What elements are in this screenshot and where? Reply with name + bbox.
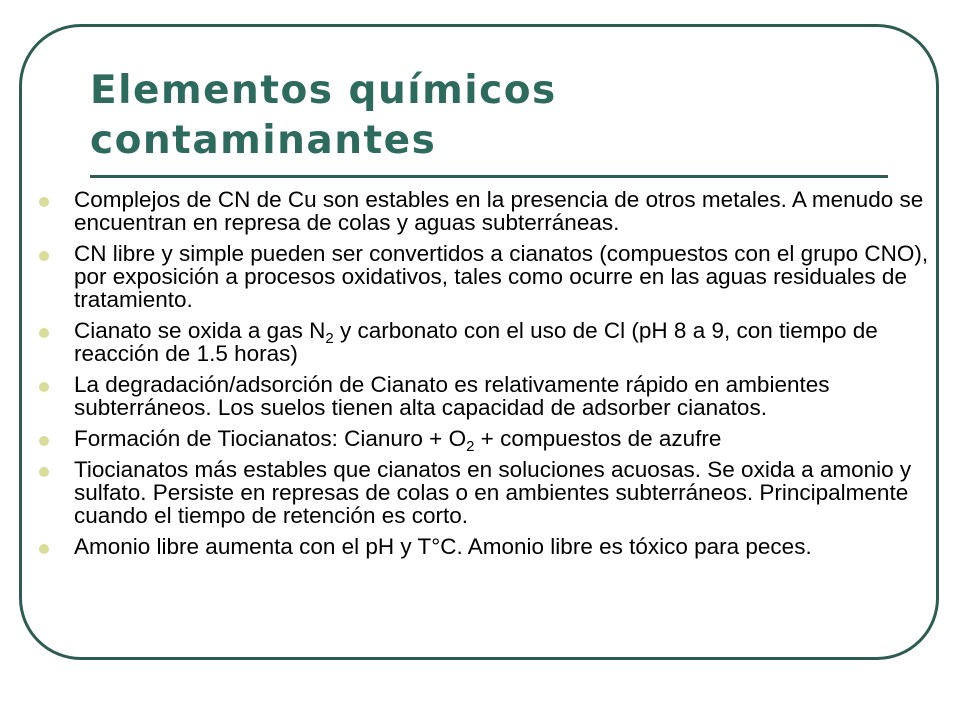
bullet-item	[34, 426, 934, 455]
bullet-text-before: Formación de Tiocianatos: Cianuro + O	[74, 426, 467, 451]
bullet-text: Amonio libre aumenta con el pH y T°C. Amonio libre es tóxico para peces.	[74, 534, 812, 559]
bullet-item	[34, 535, 934, 558]
bullet-text: La degradación/adsorción de Cianato es relativamente rápido en ambientes subterráneos. Los suelos tienen alta capacidad de adsorber cianatos.	[74, 372, 830, 420]
bullet-dot-icon	[39, 544, 49, 554]
bullet-dot-icon	[39, 467, 49, 477]
bullet-text-after: + compuestos de azufre	[474, 426, 722, 451]
bullet-item	[34, 458, 934, 527]
bullet-dot-icon	[39, 197, 49, 207]
subscript: 2	[466, 438, 475, 455]
slide-title	[90, 66, 850, 166]
bullet-list	[34, 188, 934, 566]
bullet-item	[34, 242, 934, 311]
bullet-dot-icon	[39, 436, 49, 446]
title-divider	[90, 175, 888, 178]
bullet-text-after: y carbonato con el uso de Cl (pH 8 a 9, con tiempo de reacción de 1.5 horas)	[74, 318, 878, 366]
title-line-1: Elementos químicos	[90, 68, 557, 113]
bullet-item	[34, 188, 934, 234]
bullet-text	[74, 426, 722, 455]
bullet-item	[34, 319, 934, 365]
subscript: 2	[325, 330, 334, 347]
bullet-text: CN libre y simple pueden ser convertidos a cianatos (compuestos con el grupo CNO), por exposición a procesos oxidativos, tales como ocurre en las aguas residuales de tratamiento.	[74, 241, 929, 312]
bullet-text-before: Cianato se oxida a gas N	[74, 318, 326, 343]
bullet-text	[74, 318, 878, 366]
bullet-text: Tiocianatos más estables que cianatos en soluciones acuosas. Se oxida a amonio y sulfato. Persiste en represas de colas o en ambientes subterráneos. Principalmente cuando el tiempo de retención es corto.	[74, 457, 912, 528]
bullet-item	[34, 373, 934, 419]
bullet-dot-icon	[39, 328, 49, 338]
title-line-2: contaminantes	[90, 118, 437, 163]
bullet-dot-icon	[39, 251, 49, 261]
bullet-text: Complejos de CN de Cu son estables en la presencia de otros metales. A menudo se encuentran en represa de colas y aguas subterráneas.	[74, 187, 924, 235]
bullet-dot-icon	[39, 382, 49, 392]
